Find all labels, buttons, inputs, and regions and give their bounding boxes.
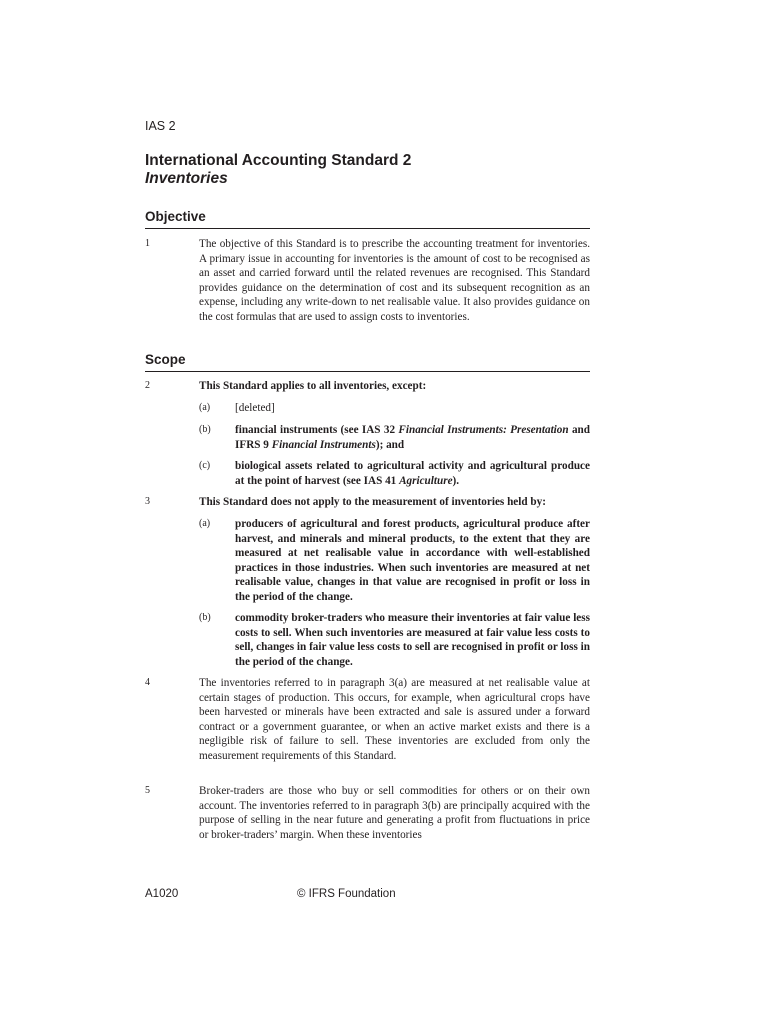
running-head: IAS 2 bbox=[145, 119, 176, 133]
document-title bbox=[145, 152, 411, 188]
paragraph-text: Broker-traders are those who buy or sell commodities for others or on their own account. The inventories referred to in paragraph 3(b) are principally acquired with the purpose of selling in the near future and generating a profit from fluctuations in price or broker-traders’ margin. When these inventories bbox=[199, 785, 590, 841]
reference-title: Financial Instruments bbox=[271, 438, 376, 451]
paragraph-number: 1 bbox=[145, 238, 150, 249]
list-text: producers of agricultural and forest products, agricultural produce after harvest, and minerals and mineral products, to the extent that they are measured at net realisable value in accordance with well-established practices in those industries. When such inventories are measured at net realisable value, changes in that value are recognised in profit or loss in the period of the change. bbox=[235, 518, 590, 603]
paragraph-number: 2 bbox=[145, 380, 150, 391]
list-text: biological assets related to agricultural activity and agricultural produce at the point of harvest (see IAS 41 Agriculture). bbox=[235, 460, 590, 487]
list-text: financial instruments (see IAS 32 Financial Instruments: Presentation and IFRS 9 Financial Instruments); and bbox=[235, 424, 590, 451]
title-standard-name: International Accounting Standard 2 bbox=[145, 152, 412, 169]
list-text: [deleted] bbox=[235, 402, 275, 414]
paragraph-3 bbox=[145, 495, 590, 510]
paragraph-1 bbox=[145, 237, 590, 324]
paragraph-number: 3 bbox=[145, 496, 150, 507]
paragraph-4 bbox=[145, 676, 590, 763]
paragraph-5 bbox=[145, 784, 590, 842]
list-label: (a) bbox=[199, 518, 211, 529]
list-label: (a) bbox=[199, 402, 211, 413]
list-item-2c bbox=[199, 459, 590, 488]
paragraph-2 bbox=[145, 379, 590, 394]
reference-title: Financial Instruments: Presentation bbox=[398, 424, 569, 436]
reference-title: Agriculture bbox=[399, 474, 453, 487]
copyright-notice: © IFRS Foundation bbox=[297, 888, 396, 900]
list-item-3a bbox=[199, 517, 590, 604]
paragraph-text: This Standard applies to all inventories, except: bbox=[199, 380, 427, 392]
list-label: (b) bbox=[199, 612, 211, 623]
list-label: (b) bbox=[199, 424, 211, 435]
paragraph-text: The inventories referred to in paragraph 3(a) are measured at net realisable value at certain stages of production. This occurs, for example, when agricultural crops have been harvested or minerals have been extracted and sale is assured under a forward contract or a government guarantee, or when an active market exists and there is a negligible risk of failure to sell. These inventories are excluded from only the measurement requirements of this Standard. bbox=[199, 677, 590, 762]
paragraph-text: This Standard does not apply to the measurement of inventories held by: bbox=[199, 496, 546, 508]
list-text: commodity broker-traders who measure their inventories at fair value less costs to sell. When such inventories are measured at fair value less costs to sell, changes in fair value less costs to sell are recognised in profit or loss in the period of the change. bbox=[235, 612, 590, 668]
list-item-2b bbox=[199, 423, 590, 452]
scope-heading: Scope bbox=[145, 352, 590, 372]
title-subject: Inventories bbox=[145, 170, 228, 187]
paragraph-number: 4 bbox=[145, 677, 150, 688]
paragraph-text: The objective of this Standard is to prescribe the accounting treatment for inventories. A primary issue in accounting for inventories is the amount of cost to be recognised as an asset and carried forward until the related revenues are recognised. This Standard provides guidance on the determination of cost and its subsequent recognition as an expense, including any write-down to net realisable value. It also provides guidance on the cost formulas that are used to assign costs to inventories. bbox=[199, 238, 590, 323]
objective-heading: Objective bbox=[145, 209, 590, 229]
list-label: (c) bbox=[199, 460, 211, 471]
page-number: A1020 bbox=[145, 888, 179, 900]
list-item-2a bbox=[199, 401, 590, 416]
list-item-3b bbox=[199, 611, 590, 669]
paragraph-number: 5 bbox=[145, 785, 150, 796]
